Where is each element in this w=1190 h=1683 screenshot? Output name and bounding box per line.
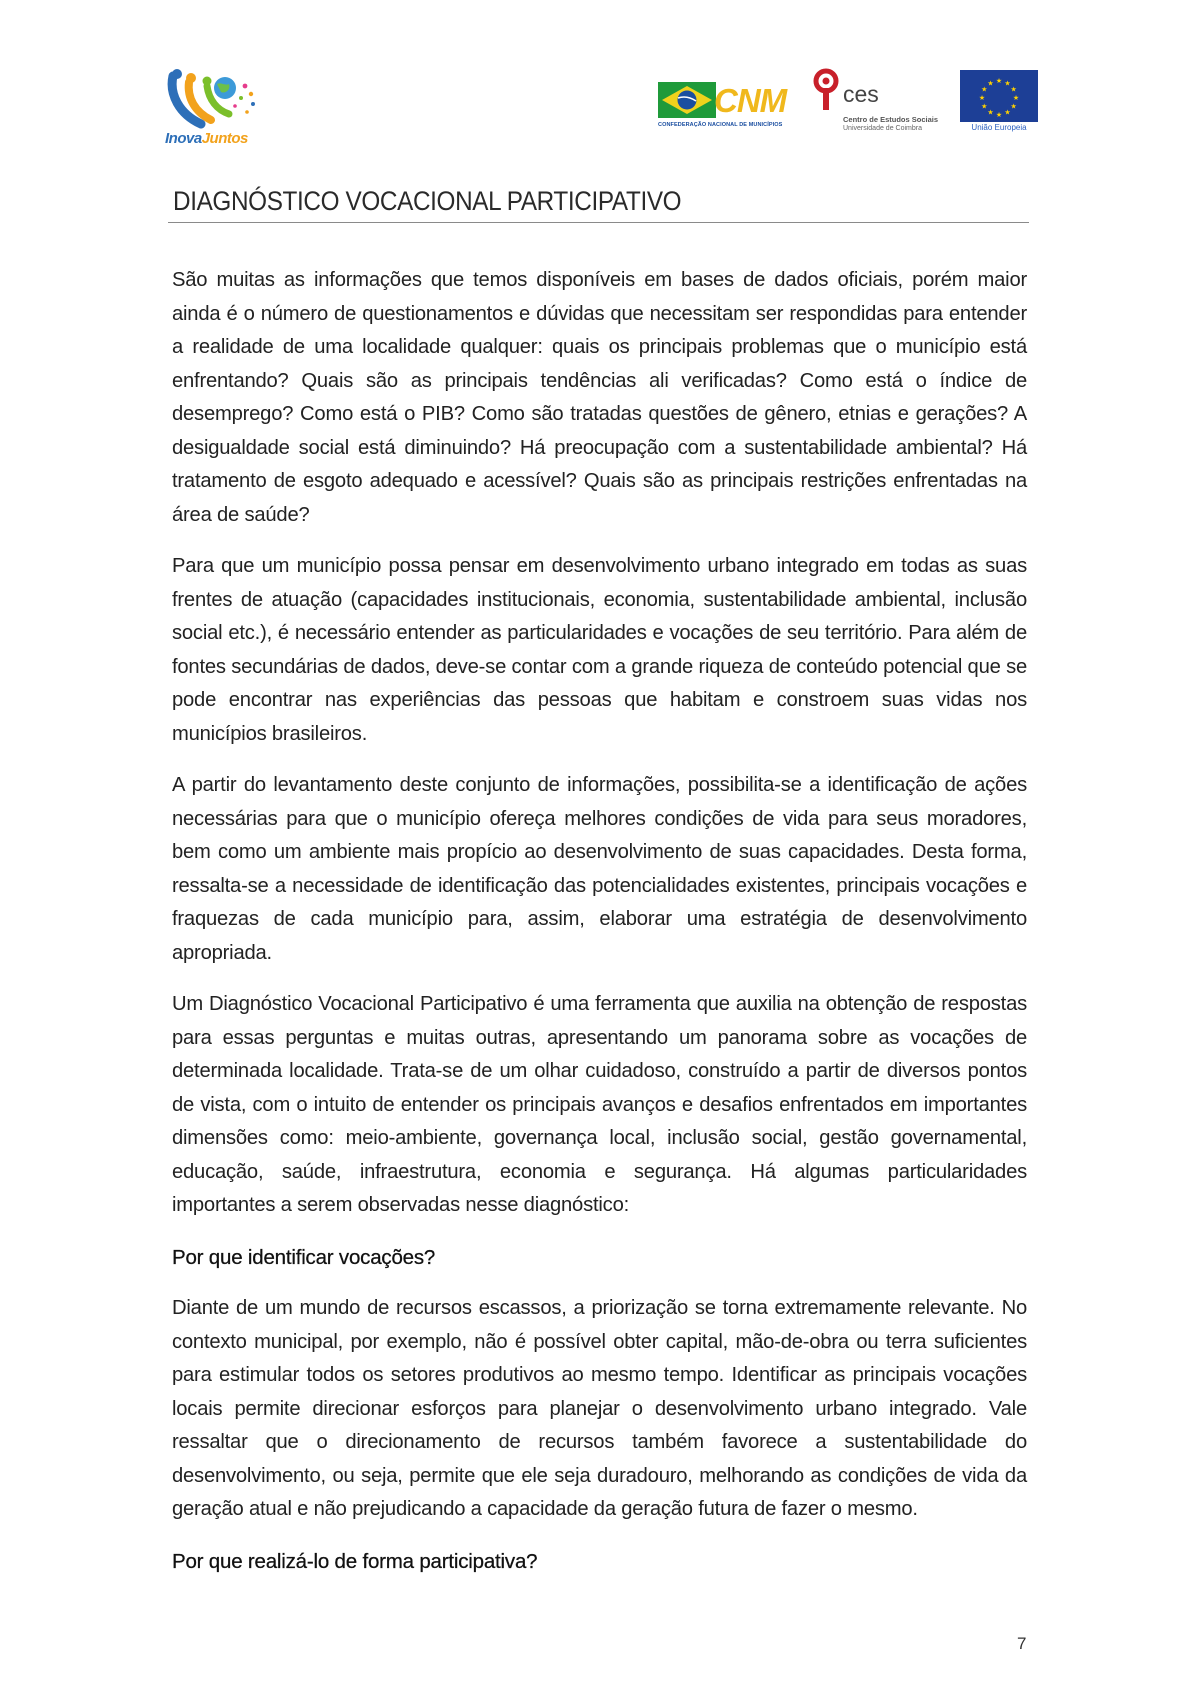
inova-juntos-logo — [165, 68, 265, 150]
svg-text:★: ★ — [978, 94, 986, 102]
uniao-europeia-logo — [960, 70, 1038, 134]
svg-text:★: ★ — [1010, 102, 1017, 111]
ces-logo — [812, 68, 937, 136]
svg-text:★: ★ — [1010, 85, 1017, 94]
inova-juntos-emblem-icon — [165, 68, 265, 132]
inova-juntos-wordmark: InovaJuntos — [165, 130, 248, 147]
eu-flag-icon — [960, 70, 1038, 122]
ces-emblem-icon — [812, 68, 844, 114]
svg-text:★: ★ — [1012, 94, 1020, 102]
document-body — [172, 264, 1027, 1596]
paragraph: A partir do levantamento deste conjunto de informações, possibilita-se a identificação de ações necessárias para que o município ofereça melhores condições de vida para seus moradores, bem como um ambiente mais propício ao desenvolvimento de suas capacidades. Desta forma, ressalta-se a necessidade de identificação das potencialidades existentes, principais vocações e fraquezas de cada município para, assim, elaborar uma estratégia de desenvolvimento apropriada. — [172, 774, 1027, 964]
cnm-logo — [658, 78, 786, 134]
ces-wordmark: ces — [843, 81, 879, 107]
paragraph: Um Diagnóstico Vocacional Participativo é uma ferramenta que auxilia na obtenção de respostas para essas perguntas e muitas outras, apresentando um panorama sobre as vocações de determinada localidade. Trata-se de um olhar cuidadoso, construído a partir de diversos pontos de vista, com o intuito de entender os principais avanços e desafios enfrentados em importantes dimensões como: meio-ambiente, governança local, inclusão social, gestão governamental, educação, saúde, infraestrutura, economia e segurança. Há algumas particularidades importantes a serem observadas nesse diagnóstico: — [172, 993, 1027, 1216]
paragraph: São muitas as informações que temos disponíveis em bases de dados oficiais, porém maior ainda é o número de questionamentos e dúvidas que necessitam ser respondidas para entender a realidade de uma localidade qualquer: quais os principais problemas que o município está enfrentando? Quais são as principais tendências ali verificadas? Como está o índice de desemprego? Como está o PIB? Como são tratadas questões de gênero, etnias e gerações? A desigualdade social está diminuindo? Há preocupação com a sustentabilidade ambiental? Há tratamento de esgoto adequado e acessível? Quais são as principais restrições enfrentadas na área de saúde? — [172, 269, 1027, 526]
paragraph: Para que um município possa pensar em desenvolvimento urbano integrado em todas as suas frentes de atuação (capacidades institucionais, economia, sustentabilidade ambiental, inclusão social etc.), é necessário entender as particularidades e vocações de seu território. Para além de fontes secundárias de dados, deve-se contar com a grande riqueza de conteúdo potencial que se pode encontrar nas experiências das pessoas que habitam e constroem suas vidas nos municípios brasileiros. — [172, 555, 1027, 745]
title-divider — [168, 222, 1029, 223]
svg-text:★: ★ — [1004, 79, 1011, 88]
svg-text:★: ★ — [995, 77, 1003, 85]
eu-caption: União Europeia — [971, 123, 1027, 132]
svg-text:★: ★ — [987, 108, 994, 117]
svg-text:★: ★ — [987, 79, 994, 88]
svg-text:★: ★ — [981, 102, 988, 111]
brazil-flag-icon — [658, 78, 718, 122]
cnm-wordmark: CNM — [714, 82, 787, 119]
svg-text:★: ★ — [981, 85, 988, 94]
ces-subtitle: Centro de Estudos Sociais — [843, 115, 939, 124]
svg-text:★: ★ — [1004, 108, 1011, 117]
svg-text:★: ★ — [995, 111, 1003, 119]
page-title: DIAGNÓSTICO VOCACIONAL PARTICIPATIVO — [173, 186, 682, 216]
cnm-subtitle: CONFEDERAÇÃO NACIONAL DE MUNICÍPIOS — [658, 122, 783, 128]
page-number: 7 — [1017, 1634, 1027, 1653]
ces-university: Universidade de Coimbra — [843, 125, 922, 132]
section-heading: Por que identificar vocações? — [172, 1245, 436, 1269]
section-heading: Por que realizá-lo de forma participativa? — [172, 1549, 538, 1573]
paragraph: Diante de um mundo de recursos escassos, a priorização se torna extremamente relevante. No contexto municipal, por exemplo, não é possível obter capital, mão-de-obra ou terra suficientes para estimular todos os setores produtivos ao mesmo tempo. Identificar as principais vocações locais permite direcionar esforços para planejar o desenvolvimento urbano integrado. Vale ressaltar que o direcionamento de recursos também favorece a sustentabilidade do desenvolvimento, ou seja, permite que ele seja duradouro, melhorando as condições de vida da geração atual e não prejudicando a capacidade da geração futura de fazer o mesmo. — [172, 1297, 1027, 1520]
